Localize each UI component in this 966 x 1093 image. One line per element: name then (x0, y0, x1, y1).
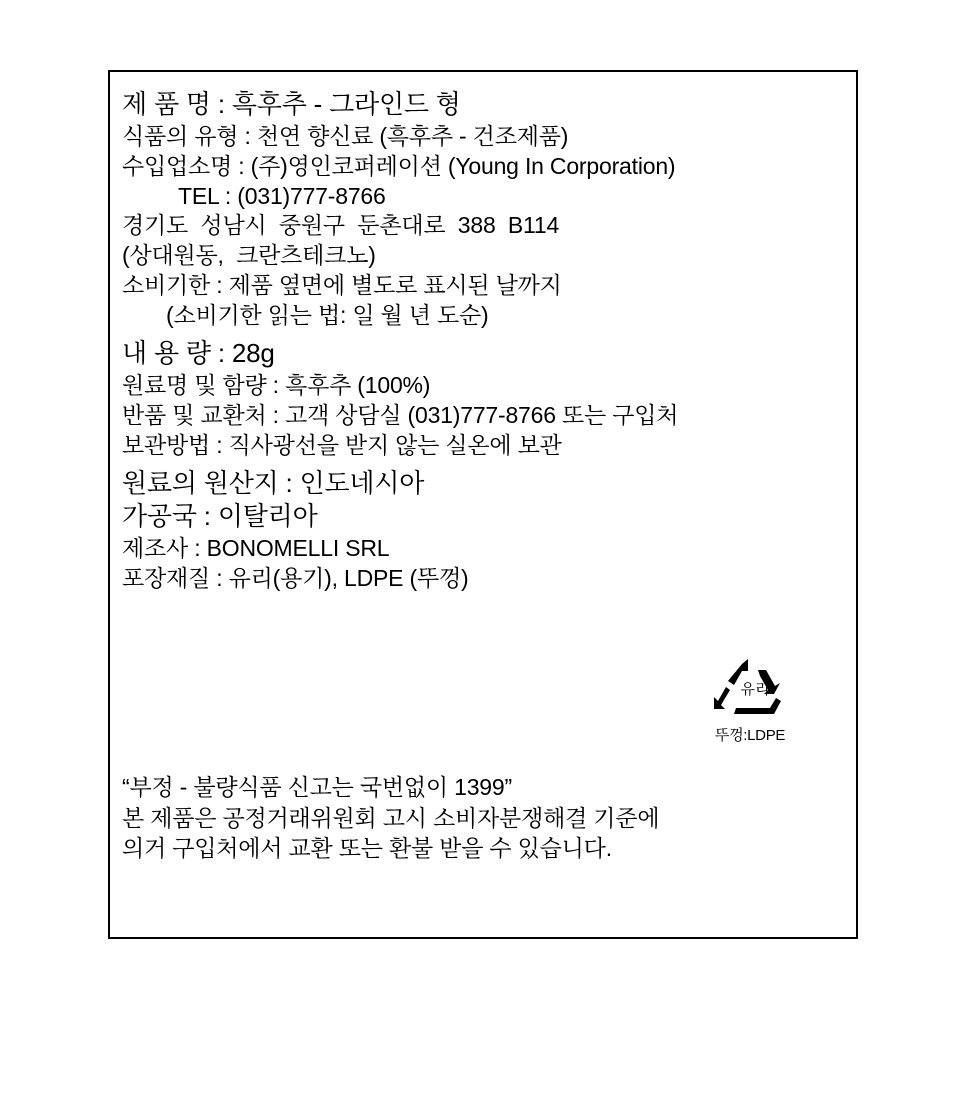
label-line-origin: 원료의 원산지 : 인도네시아 (122, 467, 425, 498)
label-line-address-1: 경기도 성남시 중원구 둔촌대로 388 B114 (122, 212, 560, 239)
recycle-arrows-icon (712, 656, 788, 722)
label-line-expiry: 소비기한 : 제품 옆면에 별도로 표시된 날까지 (122, 272, 562, 299)
label-line-tel: TEL : (031)777-8766 (178, 182, 386, 209)
recycle-caption: 뚜껑:LDPE (714, 727, 786, 744)
label-line-storage: 보관방법 : 직사광선을 받지 않는 실온에 보관 (122, 431, 562, 458)
footer-dispute-line-1: 본 제품은 공정거래위원회 고시 소비자분쟁해결 기준에 (122, 804, 660, 831)
label-line-manufacturer: 제조사 : BONOMELLI SRL (122, 535, 390, 562)
label-line-expiry-note: (소비기한 읽는 법: 일 월 년 도순) (166, 302, 489, 329)
label-line-product-name: 제 품 명 : 흑후추 - 그라인드 형 (122, 89, 461, 119)
label-footer-block (122, 772, 844, 864)
footer-dispute-line-2: 의거 구입처에서 교환 또는 환불 받을 수 있습니다. (122, 835, 612, 862)
footer-report-line: “부정 - 불량식품 신고는 국번없이 1399” (122, 774, 512, 800)
product-label-box (108, 70, 858, 939)
label-line-food-type: 식품의 유형 : 천연 향신료 (흑후추 - 건조제품) (122, 122, 569, 149)
label-line-packaging: 포장재질 : 유리(용기), LDPE (뚜껑) (122, 564, 469, 591)
label-line-address-2: (상대원동, 크란츠테크노) (122, 242, 376, 269)
label-line-processing-country: 가공국 : 이탈리아 (122, 501, 318, 532)
recycle-symbol-label: 유리 (740, 681, 770, 698)
label-line-ingredients: 원료명 및 함량 : 흑후추 (100%) (122, 371, 431, 398)
recycle-symbol (696, 656, 804, 745)
label-line-importer: 수입업소명 : (주)영인코퍼레이션 (Young In Corporation) (122, 152, 676, 179)
label-line-returns: 반품 및 교환처 : 고객 상담실 (031)777-8766 또는 구입처 (122, 401, 679, 428)
label-line-net-weight: 내 용 량 : 28g (122, 338, 275, 369)
